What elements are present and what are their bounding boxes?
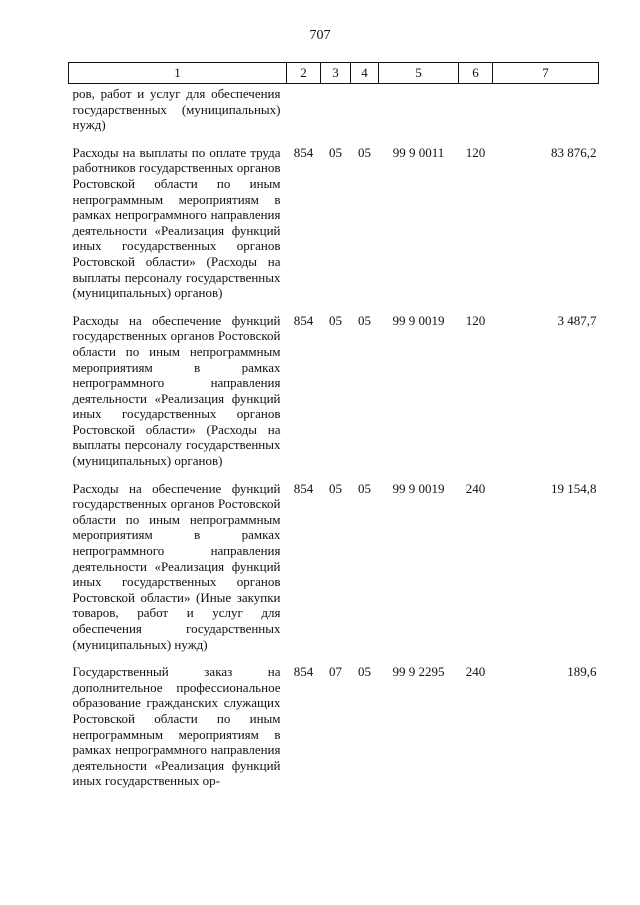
row-amount <box>493 84 599 139</box>
row-description: Государственный заказ на дополнительное профессиональное образование гражданских служащих Ростовской области по иным непрограммным мероприятиям в рамках непрограммного направления деятельности «Реализация функций иных государственных ор- <box>72 664 281 789</box>
row-ministry-code: 854 <box>293 144 314 160</box>
table-row <box>69 307 599 475</box>
row-subsection-code: 05 <box>358 144 371 160</box>
row-target-article: 99 9 0011 <box>392 144 445 160</box>
row-ministry-code: 854 <box>293 480 314 496</box>
header-col-4: 4 <box>351 63 379 84</box>
row-section-code: 05 <box>329 312 342 328</box>
table-row <box>69 84 599 139</box>
row-description: Расходы на выплаты по оплате труда работников государственных органов Ростовской области по иным непрограммным мероприятиям в рамках непрограммного направления деятельности «Реализация функций иных государственных органов Ростовской области» (Расходы на выплаты персоналу государственных (муниципальных) органов) <box>72 144 281 301</box>
header-col-5: 5 <box>379 63 459 84</box>
row-expense-type: 120 <box>465 144 486 160</box>
row-target-article: 99 9 0019 <box>392 480 445 496</box>
row-section-code: 07 <box>329 664 342 680</box>
row-amount: 19 154,8 <box>551 480 597 496</box>
row-subsection-code <box>351 84 379 139</box>
row-subsection-code: 05 <box>358 480 371 496</box>
header-col-2: 2 <box>287 63 321 84</box>
row-expense-type: 240 <box>465 664 486 680</box>
table-row <box>69 139 599 307</box>
budget-table <box>68 62 599 795</box>
table-row <box>69 475 599 659</box>
table-header <box>69 63 599 84</box>
header-col-3: 3 <box>321 63 351 84</box>
row-section-code: 05 <box>329 480 342 496</box>
row-amount: 3 487,7 <box>557 312 597 328</box>
row-ministry-code <box>287 84 321 139</box>
row-ministry-code: 854 <box>293 312 314 328</box>
header-col-6: 6 <box>459 63 493 84</box>
row-section-code: 05 <box>329 144 342 160</box>
row-amount: 83 876,2 <box>551 144 597 160</box>
row-subsection-code: 05 <box>358 664 371 680</box>
row-section-code <box>321 84 351 139</box>
row-expense-type <box>459 84 493 139</box>
row-target-article: 99 9 2295 <box>392 664 445 680</box>
page-number: 707 <box>309 28 331 43</box>
row-description: ров, работ и услуг для обеспечения государственных (муниципальных) нужд) <box>72 86 281 133</box>
row-expense-type: 240 <box>465 480 486 496</box>
row-description: Расходы на обеспечение функций государственных органов Ростовской области по иным непрограммным мероприятиям в рамках непрограммного направления деятельности «Реализация функций иных государственных органов Ростовской области» (Иные закупки товаров, работ и услуг для обеспечения государственных (муниципальных) нужд) <box>72 480 281 652</box>
row-amount: 189,6 <box>567 664 597 680</box>
table-row <box>69 658 599 795</box>
row-description: Расходы на обеспечение функций государственных органов Ростовской области по иным непрограммным мероприятиям в рамках непрограммного направления деятельности «Реализация функций иных государственных органов Ростовской области» (Расходы на выплаты персоналу государственных (муниципальных) органов) <box>72 312 281 469</box>
row-expense-type: 120 <box>465 312 486 328</box>
header-col-7: 7 <box>493 63 599 84</box>
header-col-1: 1 <box>69 63 287 84</box>
row-subsection-code: 05 <box>358 312 371 328</box>
row-target-article: 99 9 0019 <box>392 312 445 328</box>
row-ministry-code: 854 <box>293 664 314 680</box>
row-target-article <box>379 84 459 139</box>
